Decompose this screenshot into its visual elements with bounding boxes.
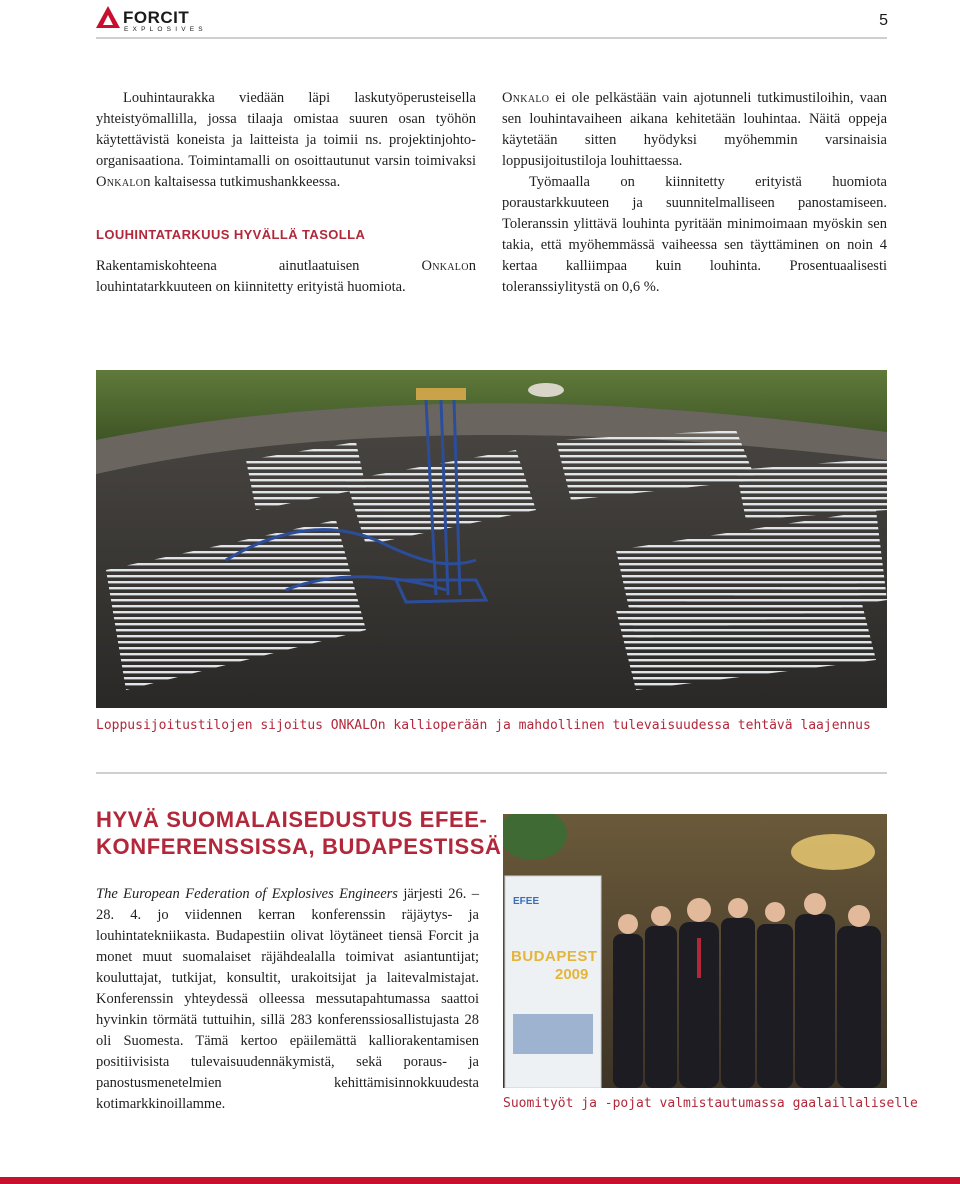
forcit-triangle-icon: [96, 6, 120, 28]
right-paragraph-1: Onkalo ei ole pelkästään vain ajotunneli tutkimustiloihin, vaan sen louhintavaiheen aikana kehitetään louhintaa. Näitä oppeja käytetään sitten hyödyksi myöhemmin varsinaisia loppusijoitustiloja louhittaessa.: [502, 90, 887, 169]
figure1-caption: Loppusijoitustilojen sijoitus ONKALOn kallioperään ja mahdollinen tulevaisuudessa tehtävä laajennus: [96, 718, 871, 733]
efee-banner-city: BUDAPEST: [511, 948, 598, 965]
section-divider: [96, 772, 887, 774]
repository-illustration-svg: [96, 370, 887, 708]
forcit-logo: [96, 6, 206, 36]
footer-bar: [0, 1177, 960, 1184]
repository-illustration: [96, 370, 887, 708]
right-paragraph-2: Työmaalla on kiinnitetty erityistä huomiota poraustarkkuuteen ja suunnitelmalliseen panostamiseen. Toleranssin ylittävä louhinta pyritään minimoimaan myöskin sen takia, että myöhemmässä vaiheessa sen täyttäminen on noin 4 kertaa kalliimpaa kuin louhinta. Prosentuaalisesti toleranssiylitystä on 0,6 %.: [502, 174, 887, 295]
onkalo-term: Onkalo: [502, 90, 550, 106]
efee-banner-label: EFEE: [513, 896, 540, 907]
section-heading-efee: HYVÄ SUOMALAISEDUSTUS EFEE- KONFERENSSISSA, BUDAPESTISSÄ: [96, 807, 502, 859]
onkalo-term: Onkalo: [96, 174, 144, 190]
page-number: 5: [879, 12, 888, 29]
left-column-lower: [96, 256, 476, 298]
logo-subtext: EXPLOSIVES: [124, 26, 207, 33]
left-paragraph-2: Rakentamiskohteena ainutlaatuisen Onkalon louhintatarkkuuteen on kiinnitetty erityistä huomiota.: [96, 258, 476, 295]
onkalo-term: Onkalo: [421, 258, 469, 274]
logo-text: FORCIT: [123, 8, 190, 27]
efee-name: The European Federation of Explosives Engineers: [96, 886, 398, 902]
section2-paragraph: The European Federation of Explosives Engineers järjesti 26. – 28. 4. jo viidennen kerran konferenssin räjäytys- ja louhintatekniikasta. Budapestiin olivat löytäneet tiensä Forcit ja monet muut suomalaiset räjähdealalla toimivat asiantuntijat; kouluttajat, tutkijat, konsultit, urakoitsijat ja laitevalmistajat. Konferenssin yhteydessä olleessa messutapahtumassa saattoi hyvinkin törmätä tuttuihin, sillä 283 konferenssiosallistujasta 28 oli Suomesta. Tämä kertoo epäilemättä kalliorakentamisen positiivisista tulevaisuudennäkymistä, sekä poraus- ja panostusmenetelmien kehittämisinnokkuudesta kotimarkkinoillamme.: [96, 886, 479, 1112]
right-column: [502, 88, 887, 298]
section-heading-accuracy: LOUHINTATARKUUS HYVÄLLÄ TASOLLA: [96, 227, 366, 242]
header-divider: [96, 37, 887, 39]
conference-group-photo: [503, 814, 887, 1088]
figure2-caption: Suomityöt ja -pojat valmistautumassa gaalaillaliselle: [503, 1096, 918, 1111]
section2-body: [96, 884, 479, 1115]
left-paragraph-1: Louhintaurakka viedään läpi laskutyöperusteisella yhteistyömallilla, jossa tilaaja omistaa suuren osan työhön käytettävistä koneista ja laitteista ja toimii ns. projektinjohto-organisaationa. Toimintamalli on osoittautunut varsin toimivaksi Onkalon kaltaisessa tutkimushankkeessa.: [96, 90, 476, 190]
left-column: [96, 88, 476, 193]
efee-banner-year: 2009: [555, 966, 589, 983]
